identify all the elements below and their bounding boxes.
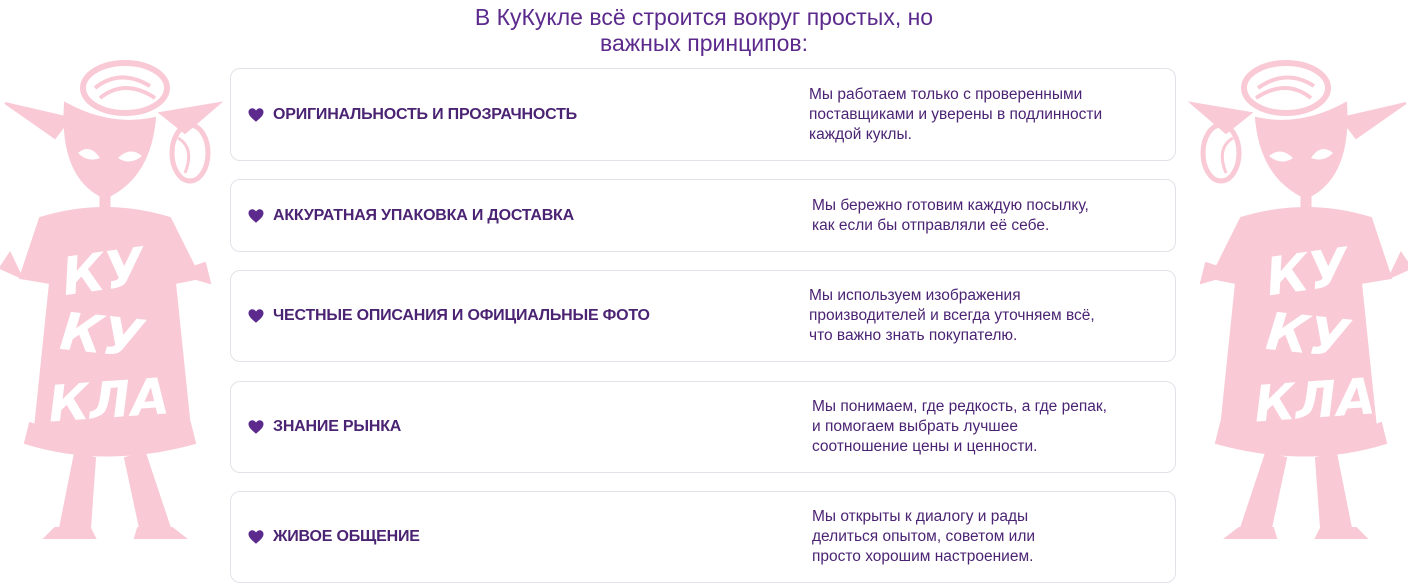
desc-line: каждой куклы.	[809, 125, 912, 143]
principle-description	[812, 196, 1157, 236]
principle-description	[812, 507, 1157, 567]
principle-heading	[247, 418, 401, 436]
desc-line: Мы работаем только с проверенными	[809, 85, 1083, 103]
section-title-line1: В КуКукле всё строится вокруг простых, но	[474, 4, 934, 30]
desc-line: и помогаем выбрать лучшее	[812, 418, 1018, 435]
principle-card	[230, 381, 1176, 473]
principle-heading	[247, 106, 577, 124]
mascot-letters-line3: КЛА	[46, 367, 172, 434]
heart-icon	[247, 418, 265, 436]
principle-card	[230, 179, 1176, 252]
principle-card	[230, 270, 1176, 362]
mascot-letters-line2: КУ	[57, 301, 146, 371]
principle-heading-text: ЗНАНИЕ РЫНКА	[273, 418, 402, 435]
mascot-letters-line2: КУ	[1263, 301, 1352, 371]
desc-line: Мы бережно готовим каждую посылку,	[812, 196, 1089, 214]
heart-icon	[247, 528, 265, 546]
heart-icon	[247, 307, 265, 325]
principle-heading	[247, 307, 650, 325]
principle-card	[230, 491, 1176, 583]
section-title-line2: важных принципов:	[600, 30, 808, 56]
desc-line: Мы понимаем, где редкость, а где репак,	[812, 398, 1107, 415]
principle-description	[812, 397, 1157, 457]
desc-line: производителей и всегда уточняем всё,	[809, 307, 1095, 324]
principle-heading-text: ЖИВОЕ ОБЩЕНИЕ	[273, 528, 420, 545]
principle-heading-text: ОРИГИНАЛЬНОСТЬ И ПРОЗРАЧНОСТЬ	[273, 105, 577, 123]
principles-list	[230, 0, 1178, 585]
principle-card	[230, 68, 1176, 161]
desc-line: соотношение цены и ценности.	[812, 438, 1038, 455]
desc-line: как если бы отправляли её себе.	[812, 216, 1050, 234]
mascot-letters-line1: КУ	[1262, 237, 1353, 309]
desc-line: делиться опытом, советом или	[812, 528, 1036, 545]
principle-description	[809, 85, 1154, 145]
principle-description	[809, 286, 1154, 346]
desc-line: Мы используем изображения	[809, 287, 1021, 304]
principle-heading-text: АККУРАТНАЯ УПАКОВКА И ДОСТАВКА	[273, 206, 574, 224]
desc-line: что важно знать покупателю.	[809, 327, 1018, 344]
mascot-letters-line1: КУ	[58, 237, 149, 308]
doll-mascot-icon	[0, 58, 225, 583]
principle-heading-text: ЧЕСТНЫЕ ОПИСАНИЯ И ОФИЦИАЛЬНЫЕ ФОТО	[273, 307, 650, 324]
desc-line: просто хорошим настроением.	[812, 548, 1034, 565]
principle-heading	[247, 528, 420, 546]
heart-icon	[247, 106, 265, 124]
mascot-letters-line3: КЛА	[1252, 367, 1378, 434]
desc-line: поставщиками и уверены в подлинности	[809, 105, 1103, 123]
desc-line: Мы открыты к диалогу и рады	[812, 508, 1029, 525]
doll-mascot-icon	[1186, 58, 1408, 583]
principle-heading	[247, 207, 574, 225]
heart-icon	[247, 207, 265, 225]
